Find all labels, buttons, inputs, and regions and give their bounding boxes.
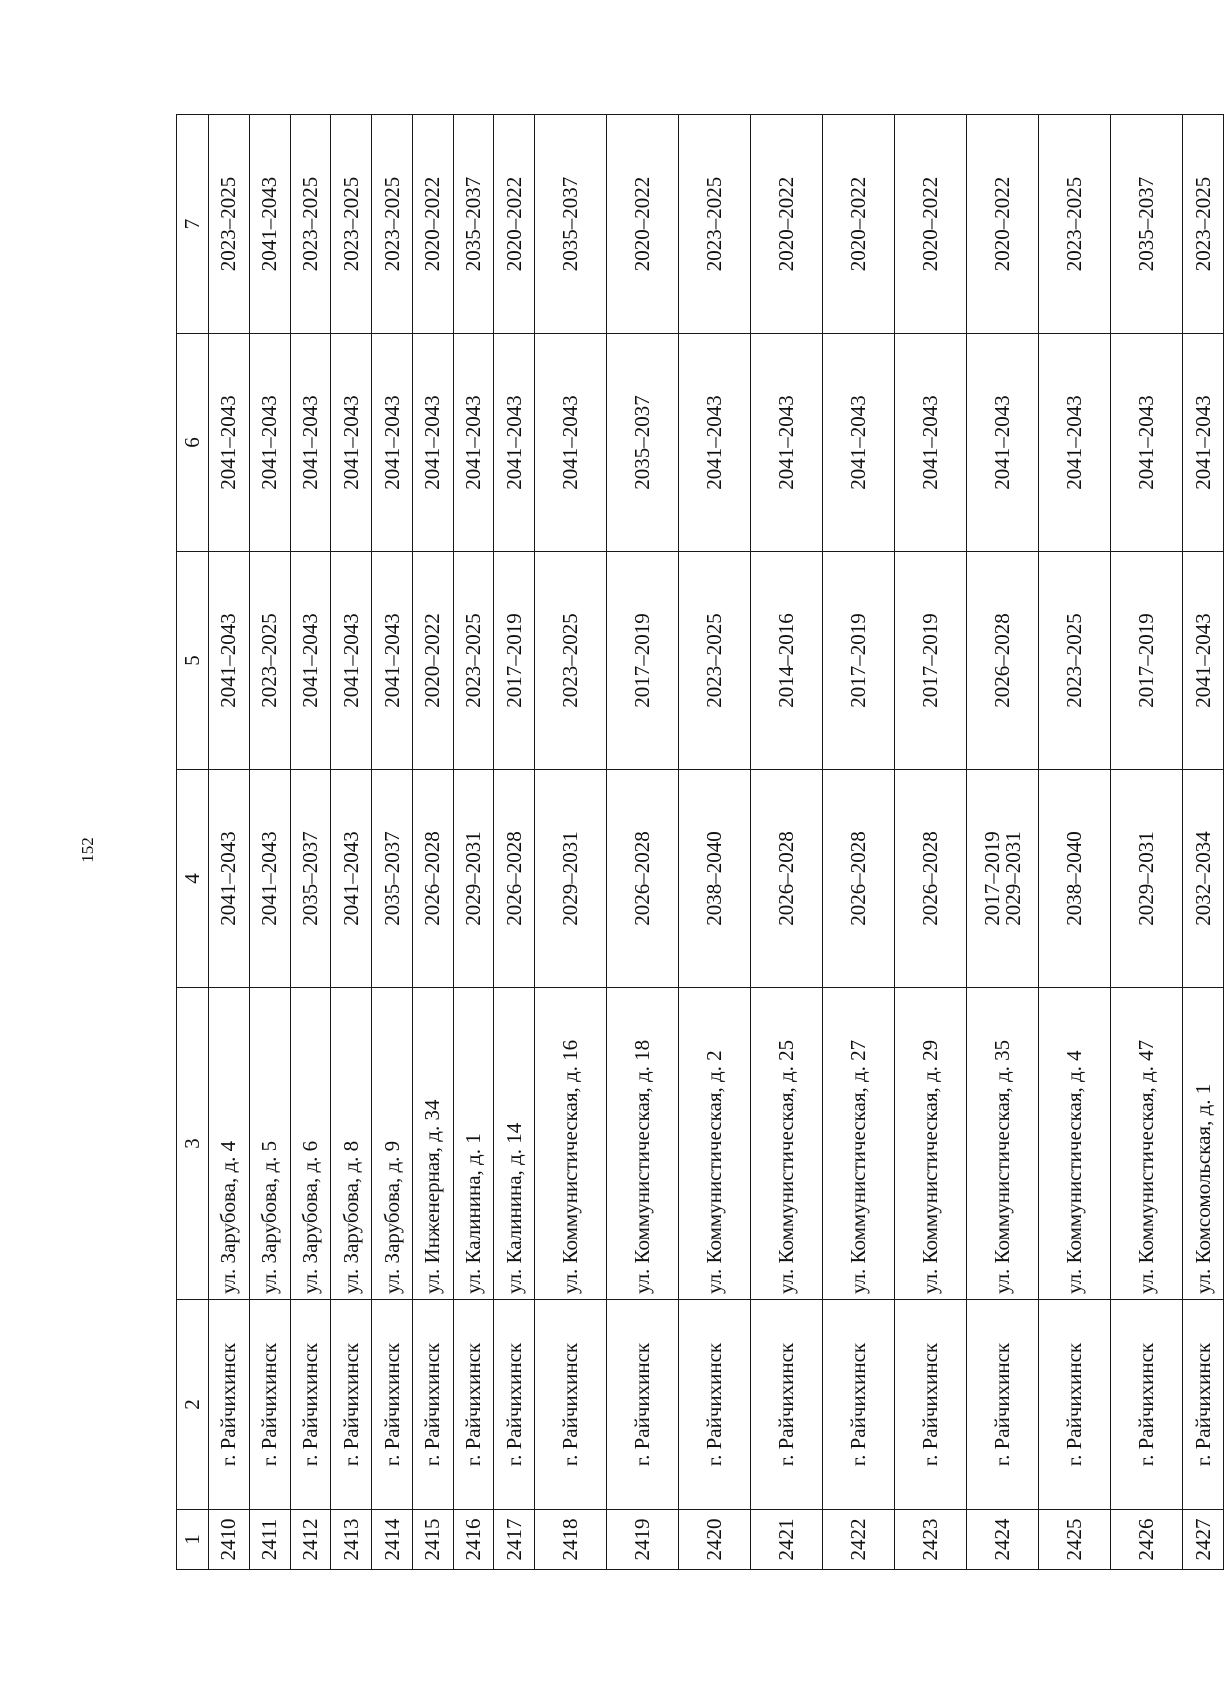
city-cell: г. Райчихинск — [1183, 1300, 1224, 1510]
period-cell-4: 2026–2028 — [895, 770, 967, 988]
address-cell: ул. Коммунистическая, д. 29 — [895, 988, 967, 1300]
period-cell-5: 2020–2022 — [412, 552, 453, 770]
row-number: 2413 — [331, 1510, 372, 1570]
city-cell: г. Райчихинск — [412, 1300, 453, 1510]
table-row — [967, 115, 1039, 1570]
period-cell-6: 2041–2043 — [1039, 334, 1111, 552]
period-cell-6: 2041–2043 — [249, 334, 290, 552]
city-cell: г. Райчихинск — [209, 1300, 250, 1510]
period-cell-4: 2035–2037 — [372, 770, 413, 988]
table-row — [453, 115, 494, 1570]
period-cell-6: 2041–2043 — [1183, 334, 1224, 552]
address-cell: ул. Зарубова, д. 5 — [249, 988, 290, 1300]
period-cell-7: 2035–2037 — [453, 115, 494, 334]
row-number: 2424 — [967, 1510, 1039, 1570]
period-cell-4: 2038–2040 — [679, 770, 751, 988]
period-cell-7: 2020–2022 — [751, 115, 823, 334]
period-cell-6: 2041–2043 — [895, 334, 967, 552]
period-cell-7: 2020–2022 — [607, 115, 679, 334]
city-cell: г. Райчихинск — [1111, 1300, 1183, 1510]
row-number: 2416 — [453, 1510, 494, 1570]
row-number: 2411 — [249, 1510, 290, 1570]
period-cell-6: 2041–2043 — [412, 334, 453, 552]
period-cell-7: 2035–2037 — [535, 115, 607, 334]
row-number: 2427 — [1183, 1510, 1224, 1570]
city-cell: г. Райчихинск — [331, 1300, 372, 1510]
city-cell: г. Райчихинск — [679, 1300, 751, 1510]
city-cell: г. Райчихинск — [751, 1300, 823, 1510]
address-cell: ул. Калинина, д. 14 — [494, 988, 535, 1300]
period-cell-7: 2020–2022 — [823, 115, 895, 334]
period-cell-4: 2026–2028 — [751, 770, 823, 988]
city-cell: г. Райчихинск — [290, 1300, 331, 1510]
period-cell-6: 2041–2043 — [679, 334, 751, 552]
table-row — [607, 115, 679, 1570]
period-cell-4: 2026–2028 — [823, 770, 895, 988]
period-cell-5: 2023–2025 — [249, 552, 290, 770]
period-cell-4: 2038–2040 — [1039, 770, 1111, 988]
period-cell-5: 2041–2043 — [1183, 552, 1224, 770]
row-number: 2417 — [494, 1510, 535, 1570]
period-cell-5: 2023–2025 — [453, 552, 494, 770]
period-cell-4: 2026–2028 — [494, 770, 535, 988]
page-number: 152 — [78, 837, 97, 863]
city-cell: г. Райчихинск — [372, 1300, 413, 1510]
period-cell-4: 2029–2031 — [453, 770, 494, 988]
address-cell: ул. Коммунистическая, д. 18 — [607, 988, 679, 1300]
column-header: 5 — [177, 552, 209, 770]
row-number: 2422 — [823, 1510, 895, 1570]
period-cell-5: 2041–2043 — [290, 552, 331, 770]
period-cell-4: 2032–2034 — [1183, 770, 1224, 988]
period-cell-6: 2041–2043 — [331, 334, 372, 552]
column-header: 2 — [177, 1300, 209, 1510]
table-row — [1183, 115, 1224, 1570]
row-number: 2420 — [679, 1510, 751, 1570]
address-cell: ул. Комсомольская, д. 1 — [1183, 988, 1224, 1300]
table-row — [209, 115, 250, 1570]
table-row — [535, 115, 607, 1570]
period-cell-6: 2041–2043 — [751, 334, 823, 552]
table-row — [372, 115, 413, 1570]
address-cell: ул. Коммунистическая, д. 35 — [967, 988, 1039, 1300]
row-number: 2423 — [895, 1510, 967, 1570]
city-cell: г. Райчихинск — [895, 1300, 967, 1510]
city-cell: г. Райчихинск — [453, 1300, 494, 1510]
period-cell-6: 2041–2043 — [967, 334, 1039, 552]
address-cell: ул. Инженерная, д. 34 — [412, 988, 453, 1300]
period-cell-6: 2041–2043 — [290, 334, 331, 552]
period-cell-7: 2023–2025 — [372, 115, 413, 334]
period-cell-4: 2029–2031 — [535, 770, 607, 988]
period-cell-5: 2023–2025 — [535, 552, 607, 770]
table-row — [249, 115, 290, 1570]
period-cell-7: 2020–2022 — [412, 115, 453, 334]
city-cell: г. Райчихинск — [494, 1300, 535, 1510]
period-cell-4: 2041–2043 — [249, 770, 290, 988]
period-cell-6: 2041–2043 — [453, 334, 494, 552]
period-cell-5: 2017–2019 — [494, 552, 535, 770]
table-row — [331, 115, 372, 1570]
period-cell-4: 2026–2028 — [607, 770, 679, 988]
period-cell-7: 2020–2022 — [967, 115, 1039, 334]
period-cell-5: 2026–2028 — [967, 552, 1039, 770]
address-cell: ул. Зарубова, д. 8 — [331, 988, 372, 1300]
period-line: 2017–2019 — [979, 831, 1004, 926]
period-cell-5: 2023–2025 — [1039, 552, 1111, 770]
period-cell-6: 2041–2043 — [823, 334, 895, 552]
address-cell: ул. Коммунистическая, д. 4 — [1039, 988, 1111, 1300]
city-cell: г. Райчихинск — [1039, 1300, 1111, 1510]
table-row — [679, 115, 751, 1570]
table-row — [1039, 115, 1111, 1570]
period-cell-5: 2041–2043 — [372, 552, 413, 770]
row-number: 2410 — [209, 1510, 250, 1570]
address-cell: ул. Коммунистическая, д. 47 — [1111, 988, 1183, 1300]
period-cell-5: 2014–2016 — [751, 552, 823, 770]
period-cell-7: 2023–2025 — [290, 115, 331, 334]
period-cell-7: 2023–2025 — [331, 115, 372, 334]
column-header: 4 — [177, 770, 209, 988]
period-cell-6: 2041–2043 — [535, 334, 607, 552]
row-number: 2425 — [1039, 1510, 1111, 1570]
period-cell-4: 2026–2028 — [412, 770, 453, 988]
table-row — [494, 115, 535, 1570]
period-cell-7: 2020–2022 — [895, 115, 967, 334]
period-cell-4: 2029–2031 — [1111, 770, 1183, 988]
period-cell-5: 2017–2019 — [823, 552, 895, 770]
address-cell: ул. Коммунистическая, д. 16 — [535, 988, 607, 1300]
table-row — [290, 115, 331, 1570]
period-cell-7: 2020–2022 — [494, 115, 535, 334]
city-cell: г. Райчихинск — [967, 1300, 1039, 1510]
period-cell-5: 2017–2019 — [607, 552, 679, 770]
address-cell: ул. Зарубова, д. 6 — [290, 988, 331, 1300]
address-cell: ул. Коммунистическая, д. 27 — [823, 988, 895, 1300]
period-cell-6: 2041–2043 — [494, 334, 535, 552]
table-row — [751, 115, 823, 1570]
row-number: 2418 — [535, 1510, 607, 1570]
period-cell-6: 2041–2043 — [1111, 334, 1183, 552]
column-header: 6 — [177, 334, 209, 552]
period-cell-6: 2041–2043 — [209, 334, 250, 552]
address-cell: ул. Коммунистическая, д. 25 — [751, 988, 823, 1300]
period-cell-4: 2041–2043 — [331, 770, 372, 988]
column-header: 1 — [177, 1510, 209, 1570]
row-number: 2415 — [412, 1510, 453, 1570]
period-cell-6: 2035–2037 — [607, 334, 679, 552]
period-cell-4: 2035–2037 — [290, 770, 331, 988]
rotated-table-container — [176, 115, 1224, 1570]
row-number: 2412 — [290, 1510, 331, 1570]
header-row — [177, 115, 209, 1570]
column-header: 7 — [177, 115, 209, 334]
row-number: 2426 — [1111, 1510, 1183, 1570]
repair-schedule-table — [176, 114, 1224, 1570]
period-cell-7: 2035–2037 — [1111, 115, 1183, 334]
column-header: 3 — [177, 988, 209, 1300]
table-row — [895, 115, 967, 1570]
period-line: 2029–2031 — [1000, 831, 1025, 926]
period-cell-6: 2041–2043 — [372, 334, 413, 552]
address-cell: ул. Коммунистическая, д. 2 — [679, 988, 751, 1300]
period-cell-5: 2017–2019 — [895, 552, 967, 770]
address-cell: ул. Зарубова, д. 4 — [209, 988, 250, 1300]
period-cell-7: 2041–2043 — [249, 115, 290, 334]
table-row — [823, 115, 895, 1570]
period-cell-5: 2041–2043 — [209, 552, 250, 770]
period-cell-5: 2023–2025 — [679, 552, 751, 770]
row-number: 2419 — [607, 1510, 679, 1570]
period-cell-7: 2023–2025 — [1183, 115, 1224, 334]
city-cell: г. Райчихинск — [607, 1300, 679, 1510]
city-cell: г. Райчихинск — [535, 1300, 607, 1510]
period-cell-7: 2023–2025 — [209, 115, 250, 334]
period-cell-4 — [967, 770, 1039, 988]
city-cell: г. Райчихинск — [823, 1300, 895, 1510]
period-cell-4: 2041–2043 — [209, 770, 250, 988]
table-row — [1111, 115, 1183, 1570]
period-cell-5: 2017–2019 — [1111, 552, 1183, 770]
address-cell: ул. Калинина, д. 1 — [453, 988, 494, 1300]
address-cell: ул. Зарубова, д. 9 — [372, 988, 413, 1300]
period-cell-7: 2023–2025 — [679, 115, 751, 334]
city-cell: г. Райчихинск — [249, 1300, 290, 1510]
period-cell-7: 2023–2025 — [1039, 115, 1111, 334]
row-number: 2421 — [751, 1510, 823, 1570]
row-number: 2414 — [372, 1510, 413, 1570]
period-cell-5: 2041–2043 — [331, 552, 372, 770]
table-row — [412, 115, 453, 1570]
